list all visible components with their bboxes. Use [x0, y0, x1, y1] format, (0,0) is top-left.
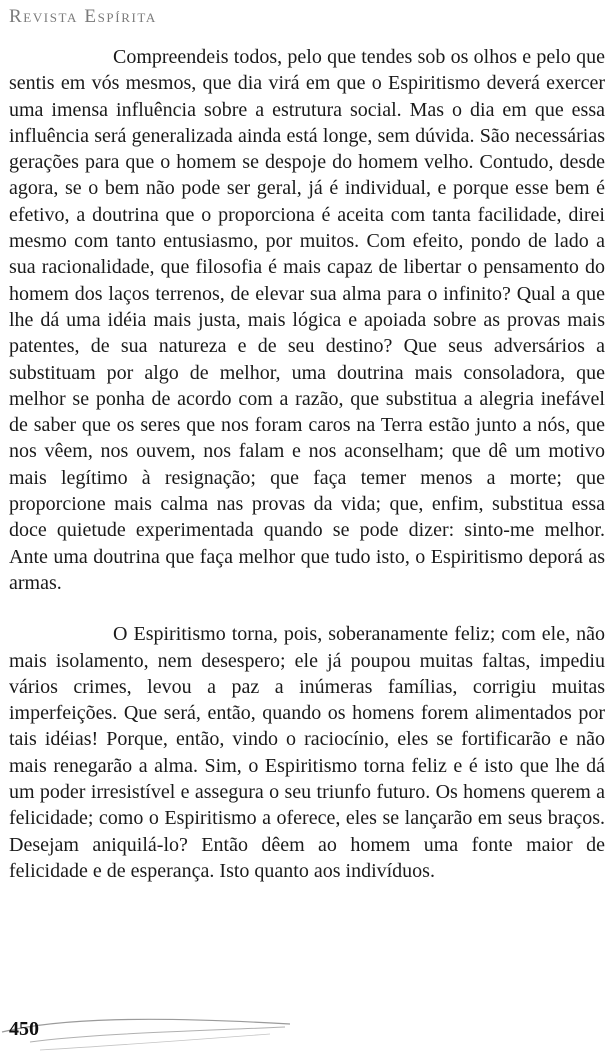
- running-header: Revista Espírita: [9, 6, 157, 27]
- page-footer: [0, 1012, 615, 1056]
- paragraph-1: Compreendeis todos, pelo que tendes sob os olhos e pelo que sentis em vós mesmos, que dia virá em que o Espiritismo deverá exercer uma imensa influência sobre a estrutura social. Mas o dia em que essa influência será generalizada ainda está longe, sem dúvida. São necessárias gerações para que o homem se despoje do homem velho. Contudo, desde agora, se o bem não pode ser geral, já é individual, e porque esse bem é efetivo, a doutrina que o proporciona é aceita com tanta facilidade, direi mesmo com tanto entusiasmo, por muitos. Com efeito, pondo de lado a sua racionalidade, que filosofia é mais capaz de libertar o pensamento do homem dos laços terrenos, de elevar sua alma para o infinito? Qual a que lhe dá uma idéia mais justa, mais lógica e apoiada sobre as provas mais patentes, de sua natureza e de seu destino? Que seus adversários a substituam por algo de melhor, uma doutrina mais consoladora, que melhor se ponha de acordo com a razão, que substitua a alegria inefável de saber que os seres que nos foram caros na Terra estão junto a nós, que nos vêem, nos ouvem, nos falam e nos aconselham; que dê um motivo mais legítimo à resignação; que faça temer menos a morte; que proporcione mais calma nas provas da vida; que, enfim, substitua essa doce quietude experimentada quando se pode dizer: sinto-me melhor. Ante uma doutrina que faça melhor que tudo isto, o Espiritismo deporá as armas.: [9, 46, 605, 594]
- body-text: [9, 44, 605, 884]
- page-number: 450: [9, 1018, 39, 1040]
- decorative-swoosh-icon: [0, 1012, 300, 1056]
- paragraph-2: O Espiritismo torna, pois, soberanamente feliz; com ele, não mais isolamento, nem desespero; ele já poupou muitas faltas, impediu vários crimes, levou a paz a inúmeras famílias, corrigiu muitas imperfeições. Que será, então, quando os homens forem alimentados por tais idéias! Porque, então, vindo o raciocínio, eles se fortificarão e não mais renegarão a alma. Sim, o Espiritismo torna feliz e é isto que lhe dá um poder irresistível e assegura o seu triunfo futuro. Os homens querem a felicidade; como o Espiritismo a oferece, eles se lançarão em seus braços. Desejam aniquilá-lo? Então dêem ao homem uma fonte maior de felicidade e de esperança. Isto quanto aos indivíduos.: [9, 623, 605, 882]
